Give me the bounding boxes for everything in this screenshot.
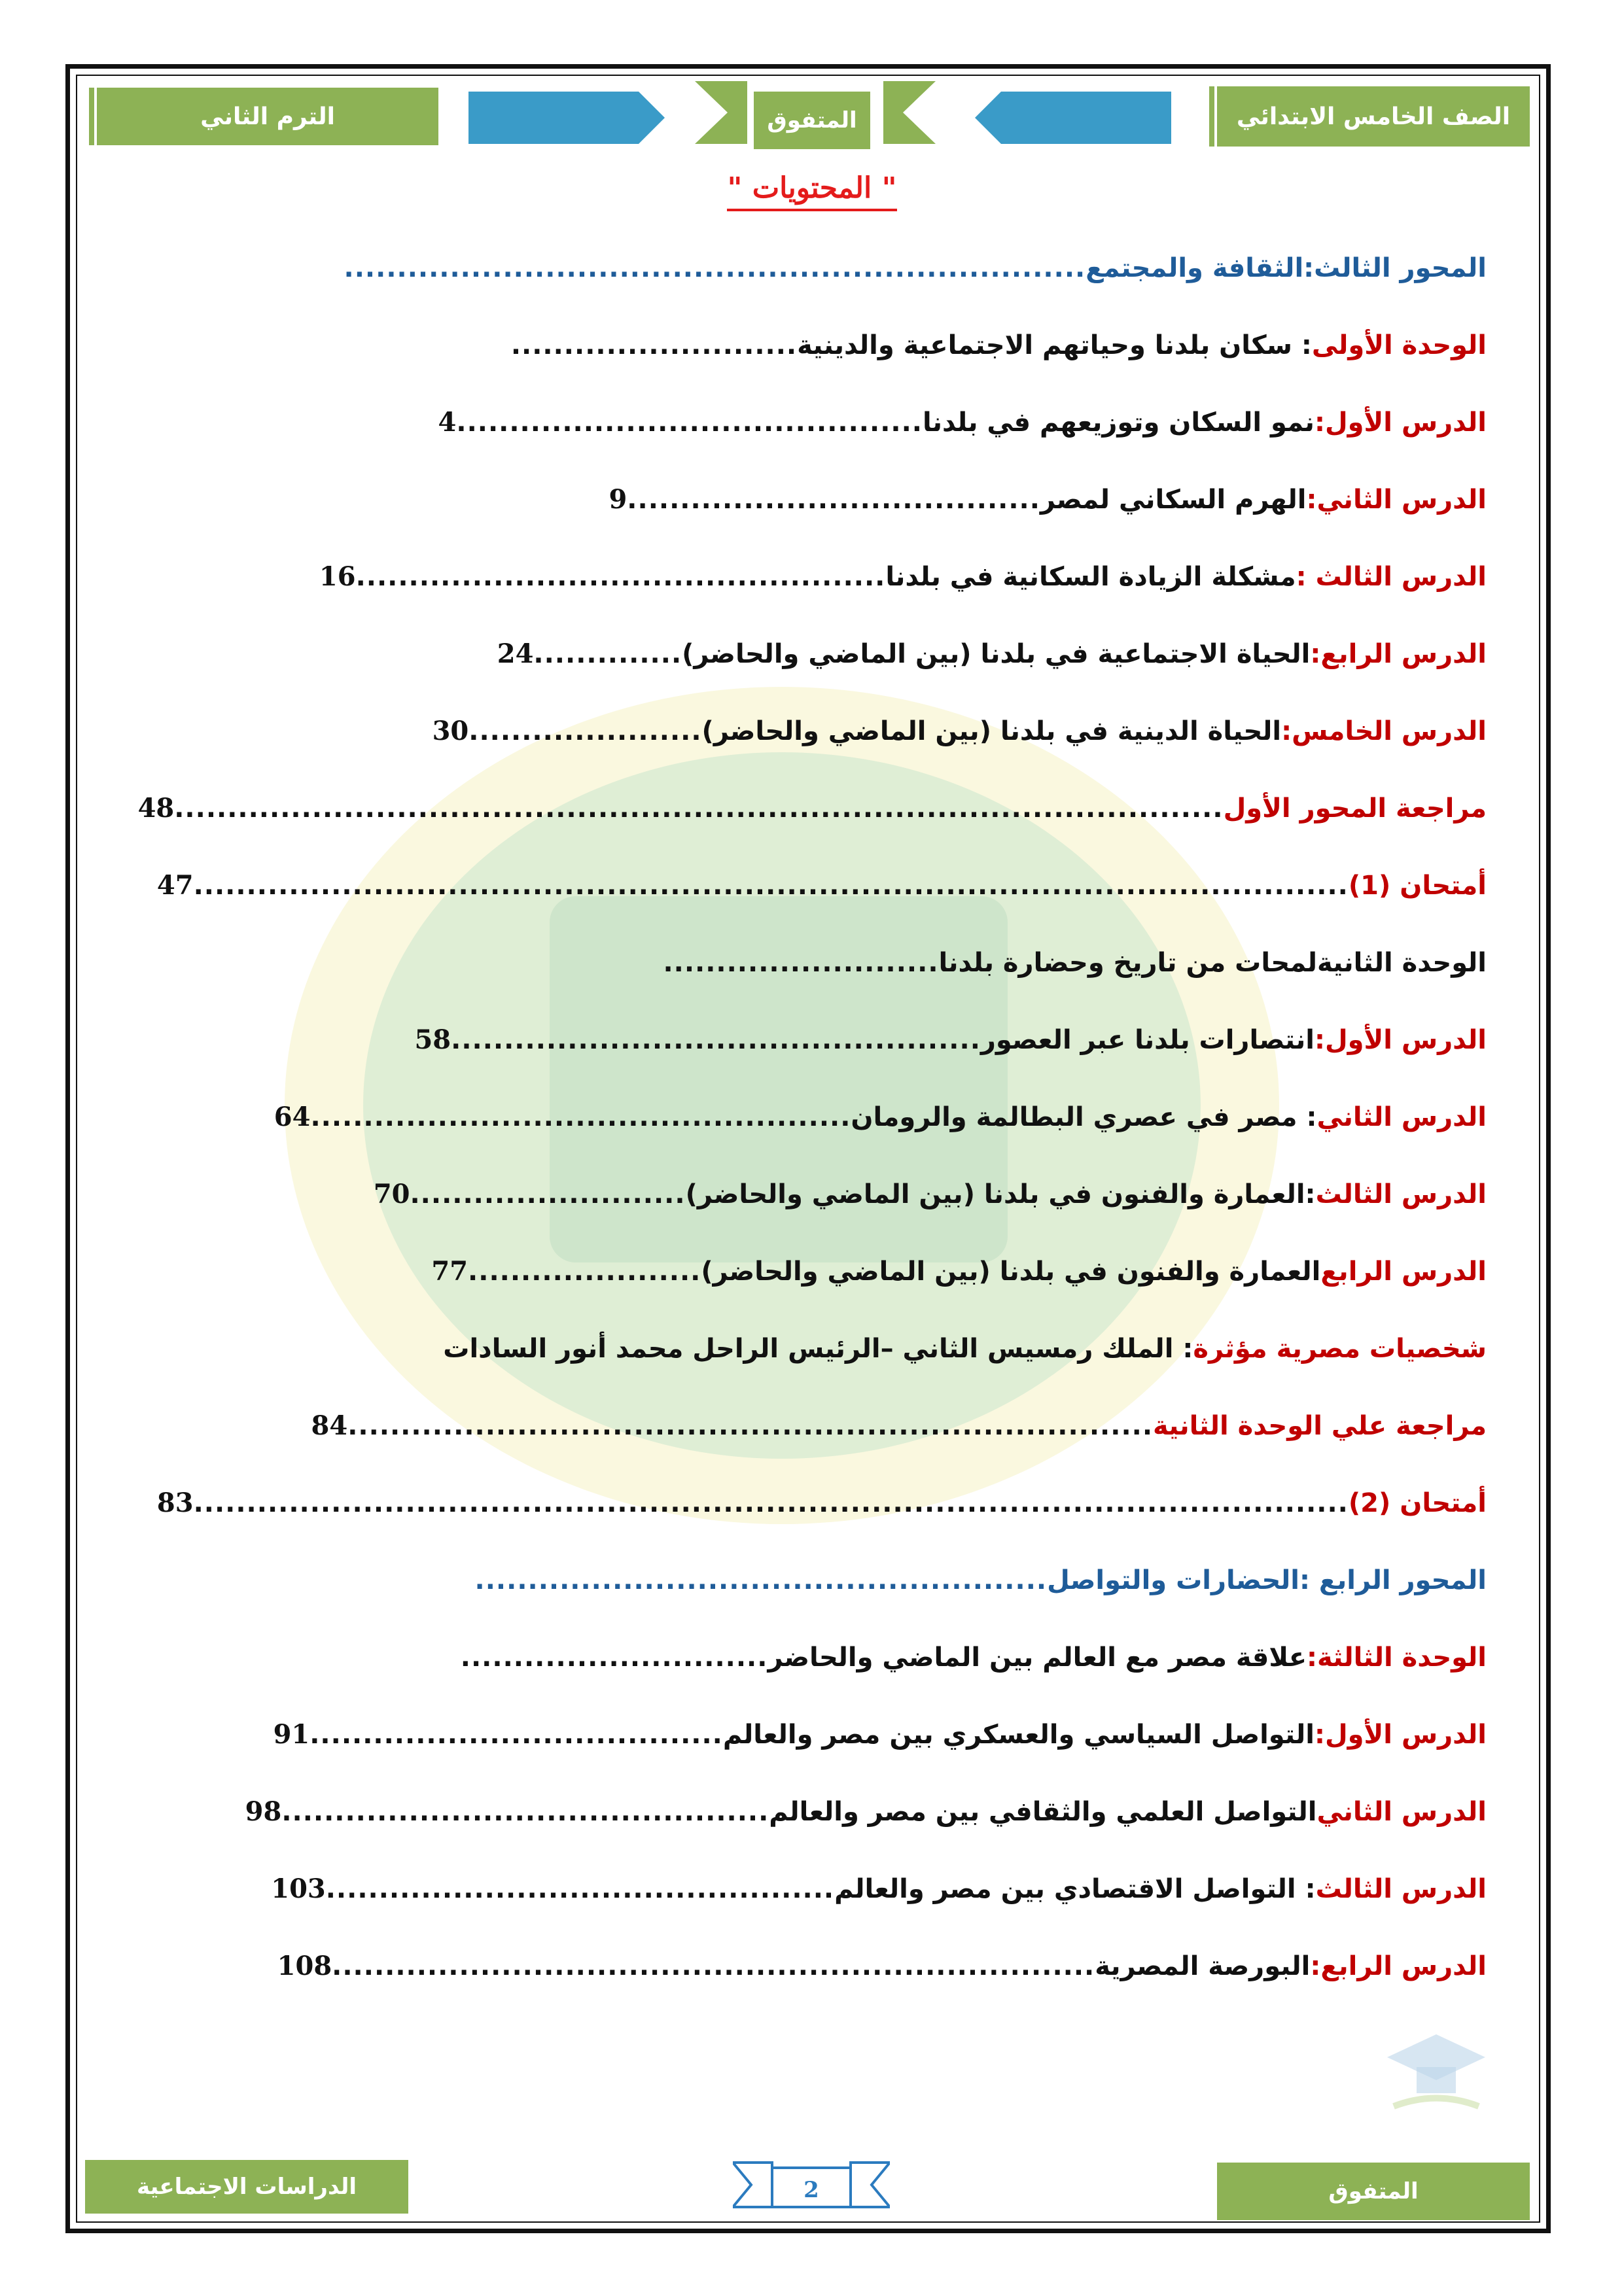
toc-row: الدرس الأول: نمو السكان وتوزيعهم في بلدنا ............................................ 4 — [438, 407, 1487, 438]
toc-row: الدرس الرابع: الحياة الاجتماعية في بلدنا (بين الماضي والحاضر) .............. 24 — [497, 638, 1487, 669]
footer-brand — [1217, 2163, 1530, 2220]
page-title-text: " المحتويات " — [727, 171, 896, 211]
header-grade-label: الصف الخامس الابتدائي — [1236, 103, 1511, 130]
toc-row: الدرس الأول: التواصل السياسي والعسكري بين مصر والعالم ....................................... 91 — [273, 1719, 1487, 1750]
header-term-label: الترم الثاني — [200, 103, 335, 130]
toc-row: الوحدة الأولى : سكان بلدنا وحياتهم الاجتماعية والدينية ........................... — [510, 330, 1487, 360]
header-term — [97, 88, 438, 145]
page-number: 2 — [803, 2177, 819, 2203]
header-chevron-left-icon — [695, 81, 747, 144]
toc-row: الدرس الثالث :العمارة والفنون في بلدنا (بين الماضي والحاضر) .......................... 70 — [373, 1179, 1487, 1209]
footer-brand-label: المتفوق — [1328, 2178, 1419, 2204]
header-right-arrow-icon — [468, 92, 665, 144]
toc-row: الوحدة الثالثة: علاقة مصر مع العالم بين الماضي والحاضر ............................. — [460, 1643, 1487, 1673]
graduation-cap-logo-icon — [1381, 2028, 1492, 2126]
header-brand — [754, 92, 870, 149]
toc-row: الدرس الثالث : مشكلة الزيادة السكانية في بلدنا .................................................. 16 — [319, 561, 1487, 592]
page-number-ribbon — [733, 2159, 890, 2211]
footer-subject-label: الدراسات الاجتماعية — [136, 2174, 357, 2200]
toc-row: الدرس الرابع العمارة والفنون في بلدنا (بين الماضي والحاضر) ...................... 77 — [431, 1256, 1487, 1287]
toc-row: مراجعة المحور الأول ................................................................................................... 48 — [137, 793, 1487, 824]
toc-row: الدرس الأول: انتصارات بلدنا عبر العصور .................................................. 58 — [414, 1024, 1487, 1055]
toc-row: المحور الثالث: الثقافة والمجتمع ...................................................................... — [344, 253, 1487, 283]
page-title — [0, 171, 1624, 205]
toc-row: الوحدة الثانية لمحات من تاريخ وحضارة بلدنا .......................... — [663, 948, 1487, 978]
toc-row: الدرس الثاني: الهرم السكاني لمصر ....................................... 9 — [609, 484, 1487, 515]
toc-row: الدرس الثاني التواصل العلمي والثقافي بين مصر والعالم .............................................. 98 — [245, 1796, 1487, 1827]
header-grade — [1217, 86, 1530, 147]
toc-row: مراجعة علي الوحدة الثانية ............................................................................ 84 — [311, 1410, 1487, 1441]
header-chevron-right-icon — [883, 81, 936, 144]
header-brand-label: المتفوق — [767, 107, 857, 133]
toc-row: المحور الرابع : الحضارات والتواصل ...................................................... — [474, 1565, 1487, 1595]
toc-row: الدرس الثاني : مصر في عصري البطالمة والرومان ................................................... 64 — [274, 1102, 1487, 1132]
toc-row: الدرس الثالث : التواصل الاقتصادي بين مصر والعالم ................................................ 103 — [271, 1873, 1487, 1904]
footer-subject — [85, 2160, 408, 2214]
toc-row: شخصيات مصرية مؤثرة : الملك رمسيس الثاني –الرئيس الراحل محمد أنور السادات — [443, 1334, 1487, 1364]
toc-row: أمتحان (2) ............................................................................................................. 83 — [156, 1487, 1487, 1518]
toc-row: أمتحان (1) ............................................................................................................. 47 — [156, 870, 1487, 901]
header-left-arrow-icon — [975, 92, 1171, 144]
toc-row: الدرس الخامس: الحياة الدينية في بلدنا (بين الماضي والحاضر) ...................... 30 — [432, 716, 1487, 746]
toc-row: الدرس الرابع: البورصة المصرية ........................................................................ 108 — [277, 1951, 1487, 1981]
